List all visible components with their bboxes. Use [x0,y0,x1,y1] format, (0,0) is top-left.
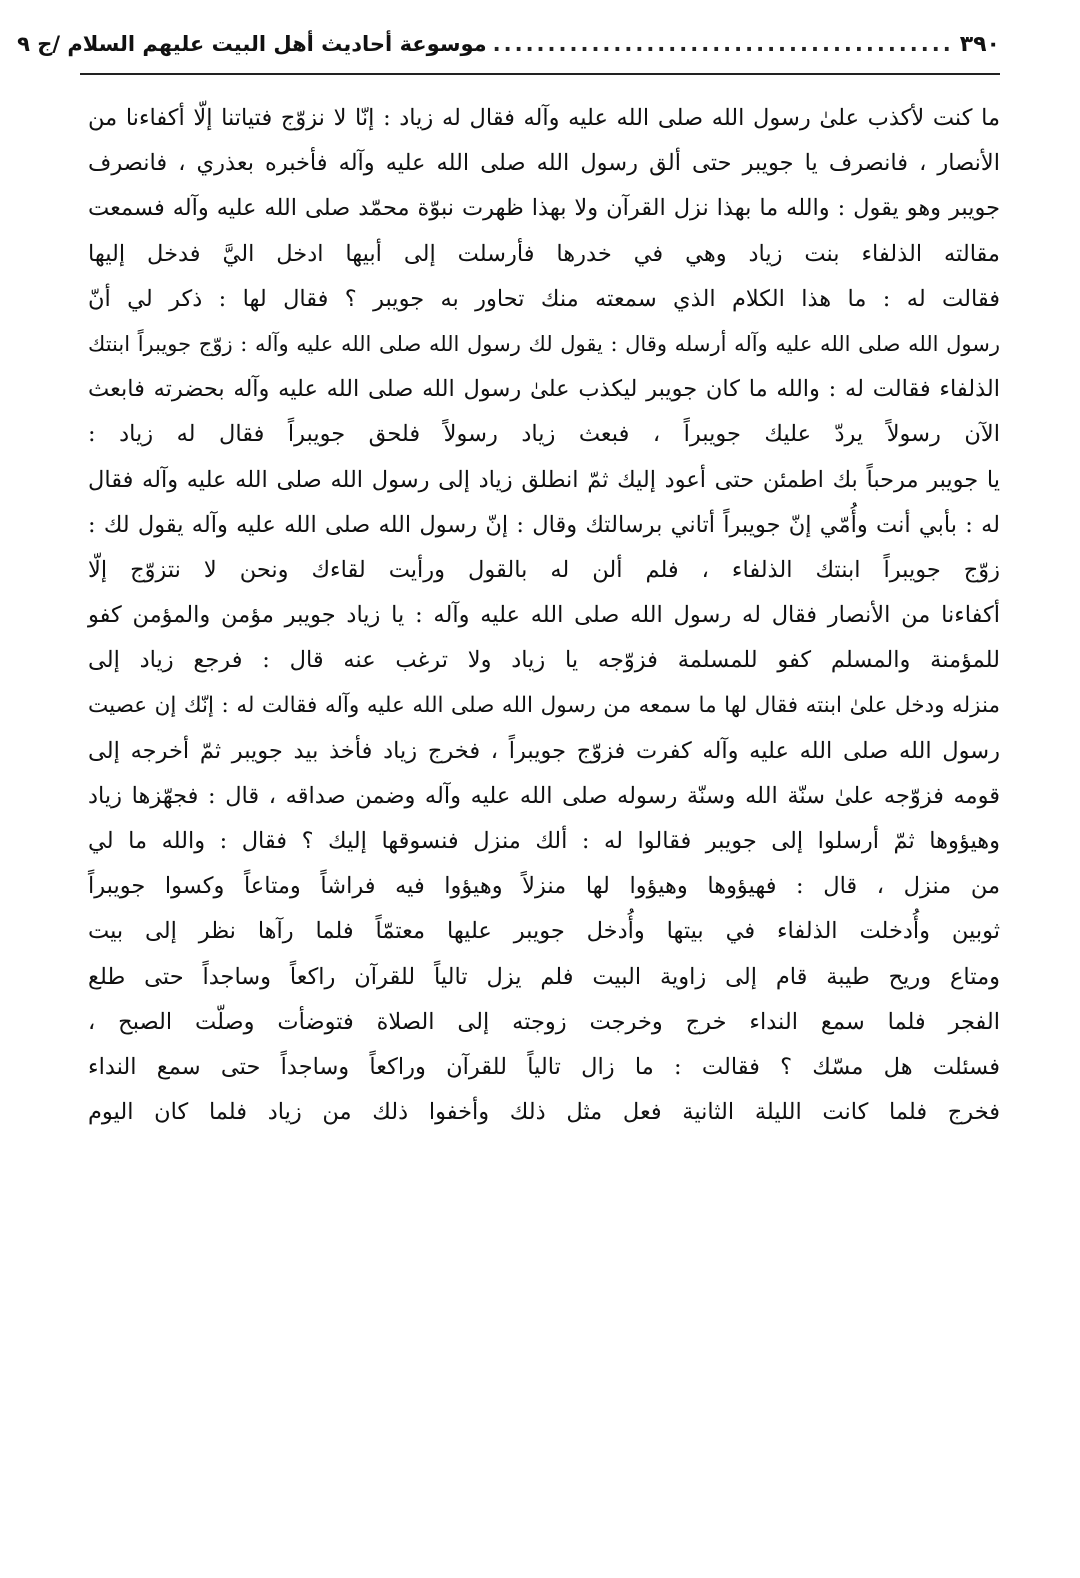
text-line: جويبر وهو يقول : والله ما بهذا نزل القرآن ولا بهذا ظهرت نبوّة محمّد صلى الله عليه وآله فسمعت [88,195,1000,222]
text-line: له : بأبي أنت وأُمّي إنّ جويبراً أتاني برسالتك وقال : إنّ رسول الله صلى الله عليه وآله يقول لك : [88,511,1000,538]
text-line: أكفاءنا من الأنصار فقال له رسول الله صلى الله عليه وآله : يا زياد جويبر مؤمن والمؤمن كفو [88,602,1000,629]
text-line: وهيؤوها ثمّ أرسلوا إلى جويبر فقالوا له : ألك منزل فنسوقها إليك ؟ فقال : والله ما لي [88,828,1000,854]
text-line: رسول الله صلى الله عليه وآله كفرت فزوّج جويبراً ، فخرج زياد فأخذ بيد جويبر ثمّ أخرجه إلى [88,737,1000,764]
page-number: ٣٩٠ [959,31,1000,57]
text-line: فسئلت هل مسّك ؟ فقالت : ما زال تالياً للقرآن وراكعاً وساجداً حتى سمع النداء [88,1053,1000,1080]
text-line: زوّج جويبراً ابنتك الذلفاء ، فلم ألن له بالقول ورأيت لقاءك ونحن لا نتزوّج إلّا [88,556,1000,583]
text-line: فخرج فلما كانت الليلة الثانية فعل مثل ذلك وأخفوا ذلك من زياد فلما كان اليوم [88,1099,1000,1126]
text-line: منزله ودخل علىٰ ابنته فقال لها ما سمعه من رسول الله صلى الله عليه وآله فقالت له : إنّك إن عصيت [88,693,1000,719]
text-line: فقالت له : ما هذا الكلام الذي سمعته منك تحاور به جويبر ؟ فقال لها : ذكر لي أنّ [88,285,1000,312]
text-line: الأنصار ، فانصرف يا جويبر حتى ألق رسول الله صلى الله عليه وآله فأخبره بعذري ، فانصرف [88,150,1000,177]
header-rule [80,73,1000,75]
running-title: موسوعة أحاديث أهل البيت عليهم السلام /ج ٩ [17,32,487,56]
page-header [17,22,1000,66]
text-line: من منزل ، قال : فهيؤوها وهيؤوا لها منزلاً وهيؤوا فيه فراشاً ومتاعاً وكسوا جويبراً [88,873,1000,900]
text-line: الذلفاء فقالت له : والله ما كان جويبر ليكذب علىٰ رسول الله صلى الله عليه وآله بحضرته فابعث [88,376,1000,403]
text-line: رسول الله صلى الله عليه وآله أرسله وقال : يقول لك رسول الله صلى الله عليه وآله : زوّج جويبراً ابنتك [88,331,1000,356]
text-line: ما كنت لأكذب علىٰ رسول الله صلى الله عليه وآله فقال له زياد : إنّا لا نزوّج فتياتنا إلّا أكفاءنا من [88,105,1000,131]
leader-dots: .......................................... [492,32,954,56]
text-line: يا جويبر مرحباً بك اطمئن حتى أعود إليك ثمّ انطلق زياد إلى رسول الله صلى الله عليه وآله فقال [88,466,1000,493]
text-line: ومتاع وريح طيبة قام إلى زاوية البيت فلم يزل تالياً للقرآن راكعاً وساجداً حتى طلع [88,963,1000,990]
text-line: ثوبين وأُدخلت الذلفاء في بيتها وأُدخل جويبر عليها معتمّاً فلما رآها نظر إلى بيت [88,918,1000,945]
body-text [88,96,1000,1135]
text-line: للمؤمنة والمسلم كفو للمسلمة فزوّجه يا زياد ولا ترغب عنه قال : فرجع زياد إلى [88,647,1000,674]
text-line: الآن رسولاً يردّ عليك جويبراً ، فبعث زياد رسولاً فلحق جويبراً فقال له زياد : [88,421,1000,448]
text-line: مقالته الذلفاء بنت زياد وهي في خدرها فأرسلت إلى أبيها ادخل اليَّ فدخل إليها [88,240,1000,267]
text-line: قومه فزوّجه علىٰ سنّة الله وسنّة رسوله صلى الله عليه وآله وضمن صداقه ، قال : فجهّزها زياد [88,782,1000,809]
text-line: الفجر فلما سمع النداء خرج وخرجت زوجته إلى الصلاة فتوضأت وصلّت الصبح ، [88,1008,1000,1035]
